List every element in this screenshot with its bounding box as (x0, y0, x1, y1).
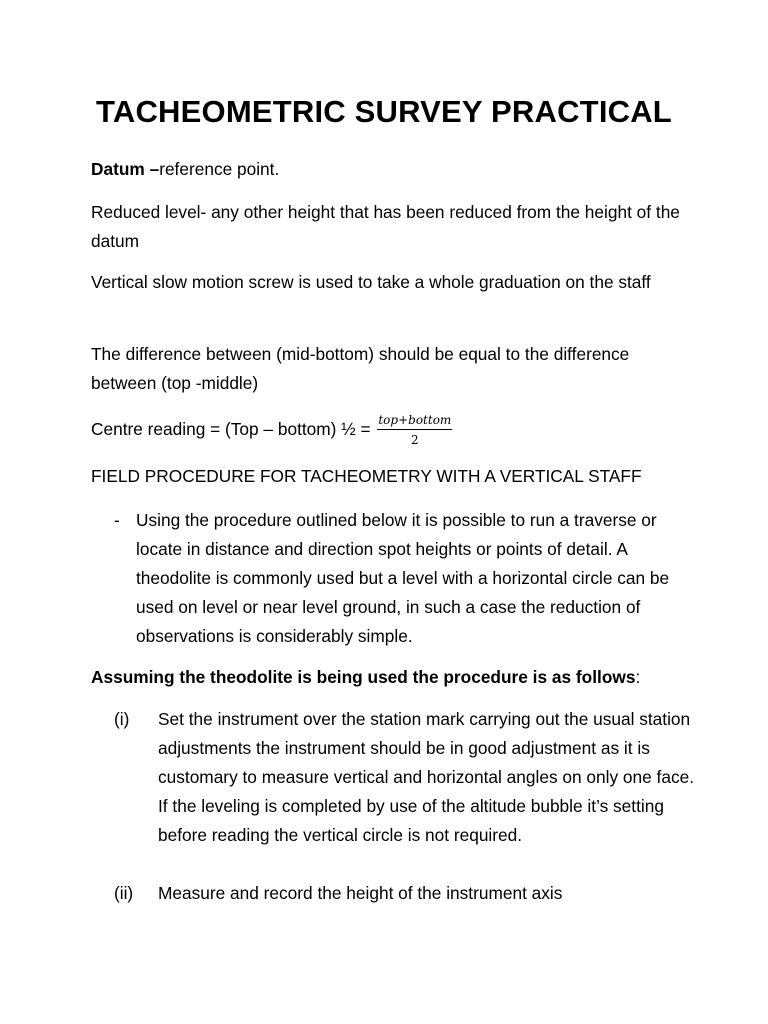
centre-reading-label: Centre reading = (Top – bottom) ½ = (91, 419, 371, 439)
list-item-marker: (ii) (114, 883, 134, 903)
list-item-marker: (i) (114, 709, 130, 729)
page-title: TACHEOMETRIC SURVEY PRACTICAL (96, 94, 672, 129)
datum-def: reference point. (159, 159, 280, 179)
bullet-text: Using the procedure outlined below it is possible to run a traverse or locate in distance and direction spot heights or points of detail. A theodolite is commonly used but a level with a horizontal circle can be used on level or near level ground, in such a case the reduction of observations is considerably simple. (136, 510, 670, 646)
assuming-paragraph (91, 663, 691, 692)
centre-reading-formula (91, 409, 691, 449)
list-item-body: Set the instrument over the station mark carrying out the usual station adjustments the instrument should be in good adjustment as it is customary to measure vertical and horizontal angles on only one face. (158, 709, 695, 787)
difference-paragraph: The difference between (mid-bottom) should be equal to the difference between (top -middle) (91, 344, 630, 393)
bullet-marker: - (114, 510, 120, 530)
assuming-colon: : (635, 667, 641, 687)
list-item-body: Measure and record the height of the instrument axis (158, 883, 563, 903)
fraction-denominator: 2 (411, 433, 419, 448)
vertical-screw-paragraph: Vertical slow motion screw is used to take a whole graduation on the staff (91, 272, 651, 292)
list-item-note: If the leveling is completed by use of the altitude bubble it’s setting before reading the vertical circle is not required. (158, 796, 664, 845)
field-procedure-heading: FIELD PROCEDURE FOR TACHEOMETRY WITH A VERTICAL STAFF (91, 466, 642, 486)
list-item-text (158, 705, 698, 850)
reduced-level-paragraph: Reduced level- any other height that has been reduced from the height of the datum (91, 202, 680, 251)
fraction-numerator: top+bottom (377, 413, 452, 430)
list-item-text (158, 879, 698, 908)
assuming-bold-text: Assuming the theodolite is being used the procedure is as follows (91, 667, 636, 687)
formula-fraction (377, 413, 452, 447)
datum-definition (91, 155, 691, 184)
datum-term: Datum – (91, 159, 160, 179)
